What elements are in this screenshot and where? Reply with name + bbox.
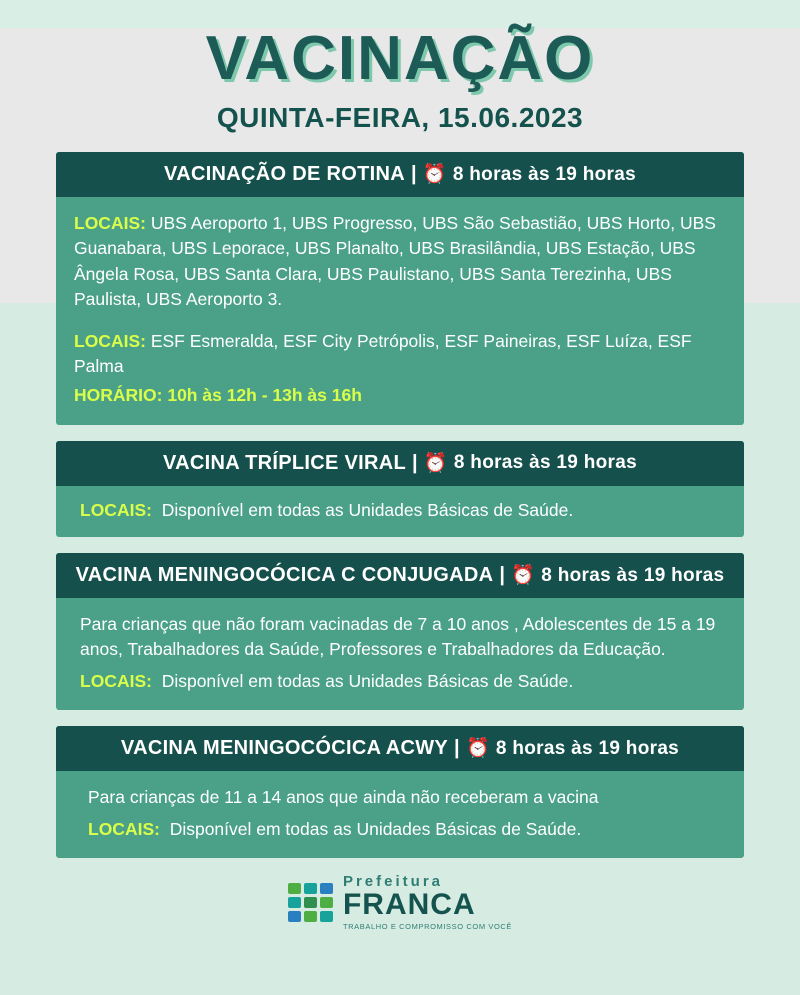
- logo-prefeitura-label: Prefeitura: [342, 872, 443, 890]
- header-separator: |: [410, 163, 417, 185]
- locais-value: Disponível em todas as Unidades Básicas de Saúde.: [161, 670, 574, 691]
- page-date: QUINTA-FEIRA, 15.06.2023: [216, 102, 584, 133]
- horario-value: 10h às 12h - 13h às 16h: [167, 385, 362, 406]
- card-vacina-triplice-viral: [56, 441, 744, 537]
- logo-square: [288, 897, 301, 908]
- header-separator: |: [499, 564, 506, 586]
- card-title: VACINA MENINGOCÓCICA ACWY: [120, 737, 449, 760]
- logo-row: [288, 897, 333, 908]
- locais-block-1: [74, 211, 726, 313]
- logo-square: [288, 911, 301, 922]
- logo-square: [304, 911, 317, 922]
- card-body: [56, 197, 744, 425]
- logo-square: [304, 897, 317, 908]
- card-header: [56, 726, 744, 771]
- logo-square: [320, 911, 333, 922]
- card-hours: 8 horas às 19 horas: [453, 452, 637, 474]
- locais-label: LOCAIS:: [80, 499, 152, 520]
- locais-block: [74, 498, 726, 523]
- logo-square: [304, 883, 317, 894]
- locais-label: LOCAIS:: [74, 213, 146, 233]
- logo-square: [320, 883, 333, 894]
- descricao: Para crianças que não foram vacinadas de 7 a 10 anos , Adolescentes de 15 a 19 anos, Trabalhadores da Saúde, Professores e Trabalhadores da Educação.: [80, 614, 716, 660]
- locais-label: LOCAIS:: [74, 330, 146, 351]
- card-title: VACINA TRÍPLICE VIRAL: [163, 451, 406, 474]
- locais-value-1: UBS Aeroporto 1, UBS Progresso, UBS São Sebastião, UBS Horto, UBS Guanabara, UBS Leporace, UBS Planalto, UBS Brasilândia, UBS Estação, UBS Ângela Rosa, UBS Santa Clara, UBS Paulistano, UBS Santa Terezinha, UBS Paulista, UBS Aeroporto 3.: [74, 213, 716, 310]
- clock-icon: ⏰: [422, 164, 447, 185]
- card-title: VACINA MENINGOCÓCICA C CONJUGADA: [75, 564, 494, 586]
- clock-icon: ⏰: [511, 565, 536, 586]
- horario-label: HORÁRIO:: [74, 385, 163, 406]
- locais-block: [74, 669, 726, 694]
- header-separator: |: [454, 737, 460, 760]
- card-vacina-meningococica-acwy: [56, 726, 744, 858]
- card-header: [56, 553, 744, 598]
- card-hours: 8 horas às 19 horas: [495, 737, 680, 759]
- clock-icon: ⏰: [465, 738, 490, 760]
- logo-square: [288, 883, 301, 894]
- card-body: [56, 486, 744, 537]
- header-separator: |: [411, 451, 418, 474]
- footer-logo: [0, 874, 800, 931]
- card-body: [56, 598, 744, 710]
- card-vacinacao-rotina: [56, 152, 744, 425]
- locais-label: LOCAIS:: [88, 818, 160, 839]
- locais-value: Disponível em todas as Unidades Básicas de Saúde.: [169, 818, 582, 839]
- logo-franca-label: FRANCA: [342, 887, 476, 921]
- locais-block-2: [74, 329, 726, 380]
- card-vacina-meningococica-c: [56, 553, 744, 710]
- locais-block: [74, 817, 726, 842]
- card-title: VACINAÇÃO DE ROTINA: [164, 163, 405, 185]
- logo-row: [288, 883, 333, 894]
- card-hours: 8 horas às 19 horas: [452, 163, 636, 185]
- locais-value-2: ESF Esmeralda, ESF City Petrópolis, ESF Paineiras, ESF Luíza, ESF Palma: [74, 330, 692, 376]
- card-header: [56, 441, 744, 486]
- horario-block: [74, 383, 726, 408]
- spacer: [74, 313, 726, 329]
- clock-icon: ⏰: [423, 452, 448, 474]
- card-hours: 8 horas às 19 horas: [541, 564, 725, 586]
- prefeitura-franca-logo-icon: [288, 883, 333, 922]
- logo-row: [288, 911, 333, 922]
- page-title: VACINAÇÃO: [205, 24, 595, 93]
- logo-text: [343, 874, 512, 931]
- descricao: Para crianças de 11 a 14 anos que ainda não receberam a vacina: [88, 787, 599, 808]
- logo-slogan: TRABALHO E COMPROMISSO COM VOCÊ: [342, 921, 513, 931]
- locais-label: LOCAIS:: [80, 670, 152, 691]
- logo-square: [320, 897, 333, 908]
- card-header: [56, 152, 744, 197]
- locais-value: Disponível em todas as Unidades Básicas de Saúde.: [161, 499, 574, 520]
- card-body: [56, 771, 744, 858]
- poster-content: [0, 24, 800, 931]
